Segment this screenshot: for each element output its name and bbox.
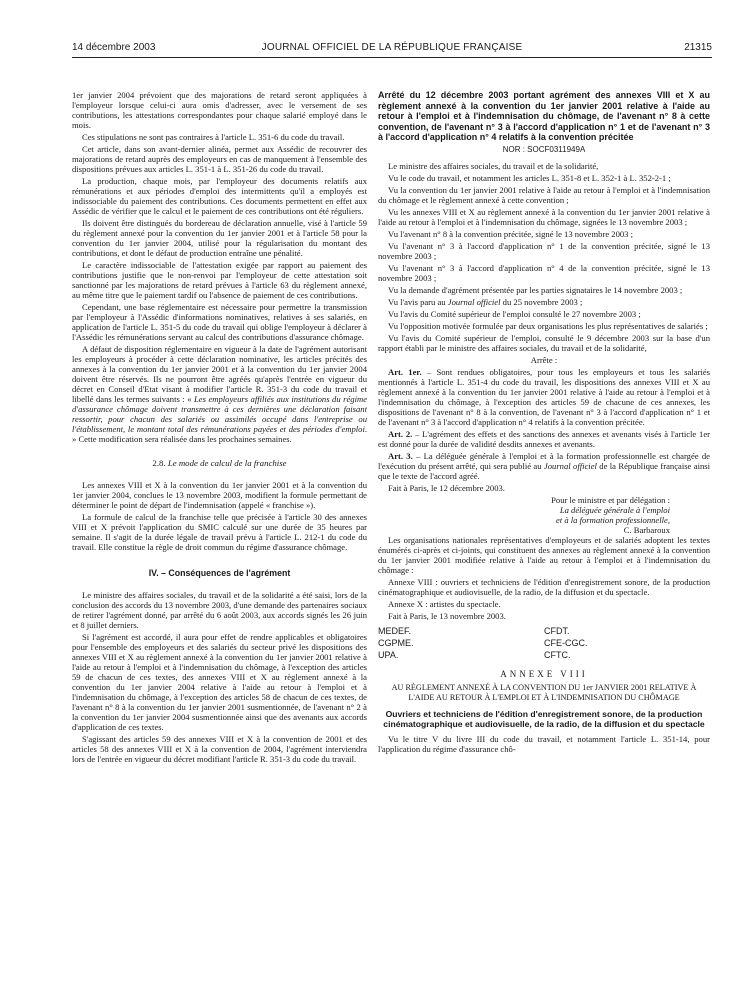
article-label: Art. 3. bbox=[388, 450, 413, 461]
signature-block bbox=[378, 495, 710, 535]
paragraph: Les organisations nationales représentatives d'employeurs et de salariés adoptent les textes énumérés ci-après et ci-joints, qui constituent des annexes au règlement annexé à la convention du 1er janvier 2001 modifiée relative à l'aide au retour à l'emploi et à l'indemnisation du chômage : bbox=[378, 534, 710, 575]
article-text: – Sont rendues obligatoires, pour tous les employeurs et tous les salariés mentionnés à l'article L. 351-4 du code du travail, les dispositions des annexes VIII et X au règlement annexé à la convention du 1er janvier 2001 relative à l'aide au retour à l'emploi et à l'indemnisation du chômage, à l'exception des articles 59 de chacune de ces annexes, les dispositions de l'avenant n° 8 à la convention, de l'avenant n° 3 à l'accord d'application n° 1 et de l'avenant n° 3 à l'accord d'application n° 4 relatifs à la convention précitée. bbox=[378, 366, 710, 427]
paragraph bbox=[72, 344, 367, 444]
header-journal-title: JOURNAL OFFICIEL DE LA RÉPUBLIQUE FRANÇAISE bbox=[261, 42, 523, 53]
signatory-organizations bbox=[378, 625, 710, 661]
section-title: Le mode de calcul de la franchise bbox=[167, 458, 287, 468]
paragraph-text: A défaut de disposition réglementaire en vigueur à la date de l'agrément autorisant les employeurs à procéder à cette déclaration nominative, les articles précités des annexes à la convention du 1er janvier 2001 et à la convention du 1er janvier 2004 doivent être réservés. Ils ne pourront être agréés qu'après l'entrée en vigueur du décret en Conseil d'Etat visant à modifier l'article R. 351-3 du code du travail et libellé dans les termes suivants : « bbox=[72, 344, 367, 404]
paragraph: Ces stipulations ne sont pas contraires à l'article L. 351-6 du code du travail. bbox=[82, 132, 345, 142]
section-heading-2-8 bbox=[72, 458, 367, 468]
visa bbox=[378, 297, 710, 307]
paragraph: Cet article, dans son avant-dernier alinéa, permet aux Assédic de recouvrer des majorations de retard auprès des employeurs en cas de manquement à l'ensemble des dispositions prévues aux articles L. 351-1 à L. 351-26 du code du travail. bbox=[72, 144, 367, 174]
arrete-heading: Arrête : bbox=[530, 354, 558, 365]
paragraph: Si l'agrément est accordé, il aura pour effet de rendre applicables et obligatoires pour l'ensemble des employeurs et des salariés du secteur privé les dispositions des annexes VIII et X au règlement annexé à la convention du 1er janvier 2001 relative à l'aide au retour à l'emploi et à l'indemnisation du chômage, à l'exception des articles 59 de chacun de ces textes, des annexes VIII et X au règlement annexé à la convention du 1er janvier 2004 relative à l'aide au retour à l'emploi et à l'indemnisation du chômage, à l'exception des articles 58 de chacun de ces textes, de l'avenant n° 8 à la convention du 1er janvier 2001 susmentionnée, de l'avenant n° 2 à la convention du 1er janvier 2004 susmentionnée ainsi que des avenants aux accords d'application de ces textes. bbox=[72, 632, 367, 732]
paragraph: Le ministre des affaires sociales, du travail et de la solidarité a été saisi, lors de la conclusion des accords du 13 novembre 2003, d'une demande des partenaires sociaux de retirer l'agrément donné, par arrêté du 6 août 2003, aux accords signés les 26 juin et 8 juillet derniers. bbox=[72, 590, 367, 630]
organization: MEDEF. bbox=[378, 625, 412, 636]
paragraph: Cependant, une base réglementaire est nécessaire pour permettre la transmission par l'employeur à l'Assédic d'informations nominatives, relatives à ses salariés, en application de l'article L. 351-5 du code du travail qui oblige l'employeur à déclarer à l'Assédic les rémunérations servant au calcul des contributions d'assurance chômage. bbox=[72, 302, 367, 342]
annexe-heading: ANNEXE VIII bbox=[500, 668, 588, 679]
article-label: Art. 2. bbox=[388, 428, 413, 439]
organization: CGPME. bbox=[378, 637, 414, 648]
section-number: 2.8. bbox=[152, 458, 166, 468]
visa: Vu l'avis du Comité supérieur de l'emploi, consulté le 9 décembre 2003 sur la base d'un rapport établi par le ministre des affaires sociales, du travail et de la solidarité, bbox=[378, 332, 710, 353]
paragraph-text: . » Cette modification sera réalisée dans les prochaines semaines. bbox=[72, 424, 367, 444]
organization: CFE-CGC. bbox=[544, 637, 588, 648]
visa: Vu la convention du 1er janvier 2001 relative à l'aide au retour à l'emploi et à l'indemnisation du chômage et le règlement annexé à cette convention ; bbox=[378, 184, 710, 205]
paragraph: 1er janvier 2004 prévoient que des majorations de retard seront appliquées à l'employeur lorsque celui-ci aura omis d'adresser, avec le versement de ses contributions, les attestations correspondantes pour chaque salarié employé dans le mois. bbox=[72, 90, 367, 130]
visa-text: du 25 novembre 2003 ; bbox=[500, 296, 583, 307]
paragraph: La formule de calcul de la franchise telle que précisée à l'article 30 des annexes VIII et X prévoit l'application du SMIC calculé sur une durée de 35 heures par semaine. Il s'agit de la durée légale de travail prévu à l'article L. 212-1 du code du travail. Elle constitue la règle de droit commun du régime d'assurance chômage. bbox=[72, 512, 367, 552]
paragraph: Annexe X : artistes du spectacle. bbox=[388, 598, 501, 609]
header-page-number: 21315 bbox=[684, 42, 712, 53]
right-column bbox=[378, 90, 710, 986]
nor-reference: NOR : SOCF0311949A bbox=[502, 144, 586, 154]
article-text: – La déléguée générale à l'emploi et à la formation professionnelle est chargée de l'exécution du présent arrêté, qui sera publié au bbox=[378, 450, 710, 471]
fait-a-paris: Fait à Paris, le 12 décembre 2003. bbox=[388, 482, 505, 493]
annexe-title: Ouvriers et techniciens de l'édition d'enregistrement sonore, de la production cinématographique et audiovisuelle, de la radio, de la diffusion et du spectacle bbox=[383, 708, 705, 729]
signature-line: Pour le ministre et par délégation : bbox=[551, 494, 670, 505]
signature-line: La déléguée générale à l'emploi bbox=[559, 504, 670, 515]
header-date: 14 décembre 2003 bbox=[72, 42, 156, 53]
organization: UPA. bbox=[378, 649, 399, 660]
section-heading-iv: IV. – Conséquences de l'agrément bbox=[148, 568, 291, 578]
article-3 bbox=[378, 451, 710, 481]
journal-officiel-ref: Journal officiel bbox=[447, 296, 501, 307]
visa: Vu la demande d'agrément présentée par les parties signataires le 14 novembre 2003 ; bbox=[388, 284, 683, 295]
journal-officiel-ref: Journal officiel bbox=[543, 460, 597, 471]
paragraph: Les annexes VIII et X à la convention du 1er janvier 2001 et à la convention du 1er janvier 2004, conclues le 13 novembre 2003, modifient la formule permettant de déterminer le point de départ de l'indemnisation (appelé « franchise »). bbox=[72, 480, 367, 510]
visa: Vu les annexes VIII et X au règlement annexé à la convention du 1er janvier 2001 relative à l'aide au retour à l'emploi et à l'indemnisation du chômage, signées le 13 novembre 2003 ; bbox=[378, 206, 710, 227]
paragraph: Vu le titre V du livre III du code du travail, et notamment l'article L. 351-14, pour l'application du régime d'assurance chô- bbox=[378, 733, 710, 754]
fait-a-paris: Fait à Paris, le 13 novembre 2003. bbox=[388, 610, 506, 621]
annexe-subheading: AU RÈGLEMENT ANNEXÉ À LA CONVENTION DU 1er JANVIER 2001 RELATIVE À L'AIDE AU RETOUR À L'EMPLOI ET À L'INDEMNISATION DU CHÔMAGE bbox=[391, 682, 697, 702]
page-header bbox=[72, 42, 712, 56]
paragraph: S'agissant des articles 59 des annexes VIII et X à la convention de 2001 et des articles 58 des annexes VIII et X à la convention de 2004, l'agrément interviendra lors de l'entrée en vigueur du décret modifiant l'article R. 351-3 du code du travail. bbox=[72, 734, 367, 764]
article-label: Art. 1er. bbox=[388, 366, 422, 377]
organization: CFDT. bbox=[544, 625, 570, 636]
article-text: de la République française ainsi que le texte de l'accord agréé. bbox=[378, 460, 710, 481]
visa: Vu le code du travail, et notamment les articles L. 351-8 et L. 352-1 à L. 352-2-1 ; bbox=[388, 172, 671, 183]
article-text: – L'agrément des effets et des sanctions des annexes et avenants visés à l'article 1er est donné pour la durée de validité desdits annexes et avenants. bbox=[378, 428, 710, 449]
arrete-title: Arrêté du 12 décembre 2003 portant agrément des annexes VIII et X au règlement annexé à la convention du 1er janvier 2001 relative à l'aide au retour à l'emploi et à l'indemnisation du chômage, de l'avenant n° 8 à cette convention, de l'avenant n° 3 à l'accord d'application n° 1 et de l'avenant n° 3 à l'accord d'application n° 4 relatifs à la convention précitée bbox=[378, 90, 710, 142]
left-column bbox=[72, 90, 367, 986]
header-rule bbox=[72, 57, 712, 58]
paragraph: La production, chaque mois, par l'employeur des documents relatifs aux rémunérations et aux périodes d'emploi des intermittents qu'il a employés est indissociable du paiement des contributions. Ces documents permettent en effet aux Assédic de vérifier que le calcul et le paiement de ces contributions ont été réguliers. bbox=[72, 176, 367, 216]
visa: Vu l'avis du Comité supérieur de l'emploi consulté le 27 novembre 2003 ; bbox=[388, 308, 641, 319]
paragraph: Ils doivent être distingués du bordereau de déclaration annuelle, visé à l'article 59 du règlement annexé pour la convention du 1er janvier 2001 et à l'article 58 pour la convention du 1er janvier 2004, utilisé pour la régularisation du montant des contributions, et dont le défaut de production entraîne une pénalité. bbox=[72, 218, 367, 258]
organization: CFTC. bbox=[544, 649, 571, 660]
visa-text: Vu l'avis paru au bbox=[388, 296, 448, 307]
visa: Vu l'opposition motivée formulée par deux organisations les plus représentatives de salariés ; bbox=[388, 320, 708, 331]
article-1 bbox=[378, 367, 710, 427]
visa: Vu l'avenant n° 8 à la convention précitée, signé le 13 novembre 2003 ; bbox=[388, 228, 634, 239]
paragraph: Annexe VIII : ouvriers et techniciens de l'édition d'enregistrement sonore, de la production cinématographique et audiovisuelle, de la radio, de la diffusion et du spectacle. bbox=[378, 576, 710, 597]
paragraph: Le caractère indissociable de l'attestation exigée par rapport au paiement des contributions justifie que le non-renvoi par l'employeur de cette attestation soit sanctionné par les majorations de retard prévues à l'article 63 du règlement annexé, au même titre que le paiement tardif ou l'absence de paiement de ces contributions. bbox=[72, 260, 367, 300]
signatory-name: C. Barbaroux bbox=[623, 524, 670, 535]
visa: Vu l'avenant n° 3 à l'accord d'application n° 1 de la convention précitée, signé le 13 novembre 2003 ; bbox=[378, 240, 710, 261]
article-2 bbox=[378, 429, 710, 449]
signature-line: et à la formation professionnelle, bbox=[555, 514, 670, 525]
visa: Vu l'avenant n° 3 à l'accord d'application n° 4 de la convention précitée, signé le 13 novembre 2003 ; bbox=[378, 262, 710, 283]
visa: Le ministre des affaires sociales, du travail et de la solidarité, bbox=[388, 160, 599, 171]
quoted-decree-text: Les employeurs affiliés aux institutions du régime d'assurance chômage doivent transmettre à ces dernières une déclaration faisant ressortir, pour chacun des salariés ou assimilés occupé dans l'entreprise ou l'établissement, le montant total des rémunérations payées et des périodes d'emploi bbox=[72, 394, 367, 434]
